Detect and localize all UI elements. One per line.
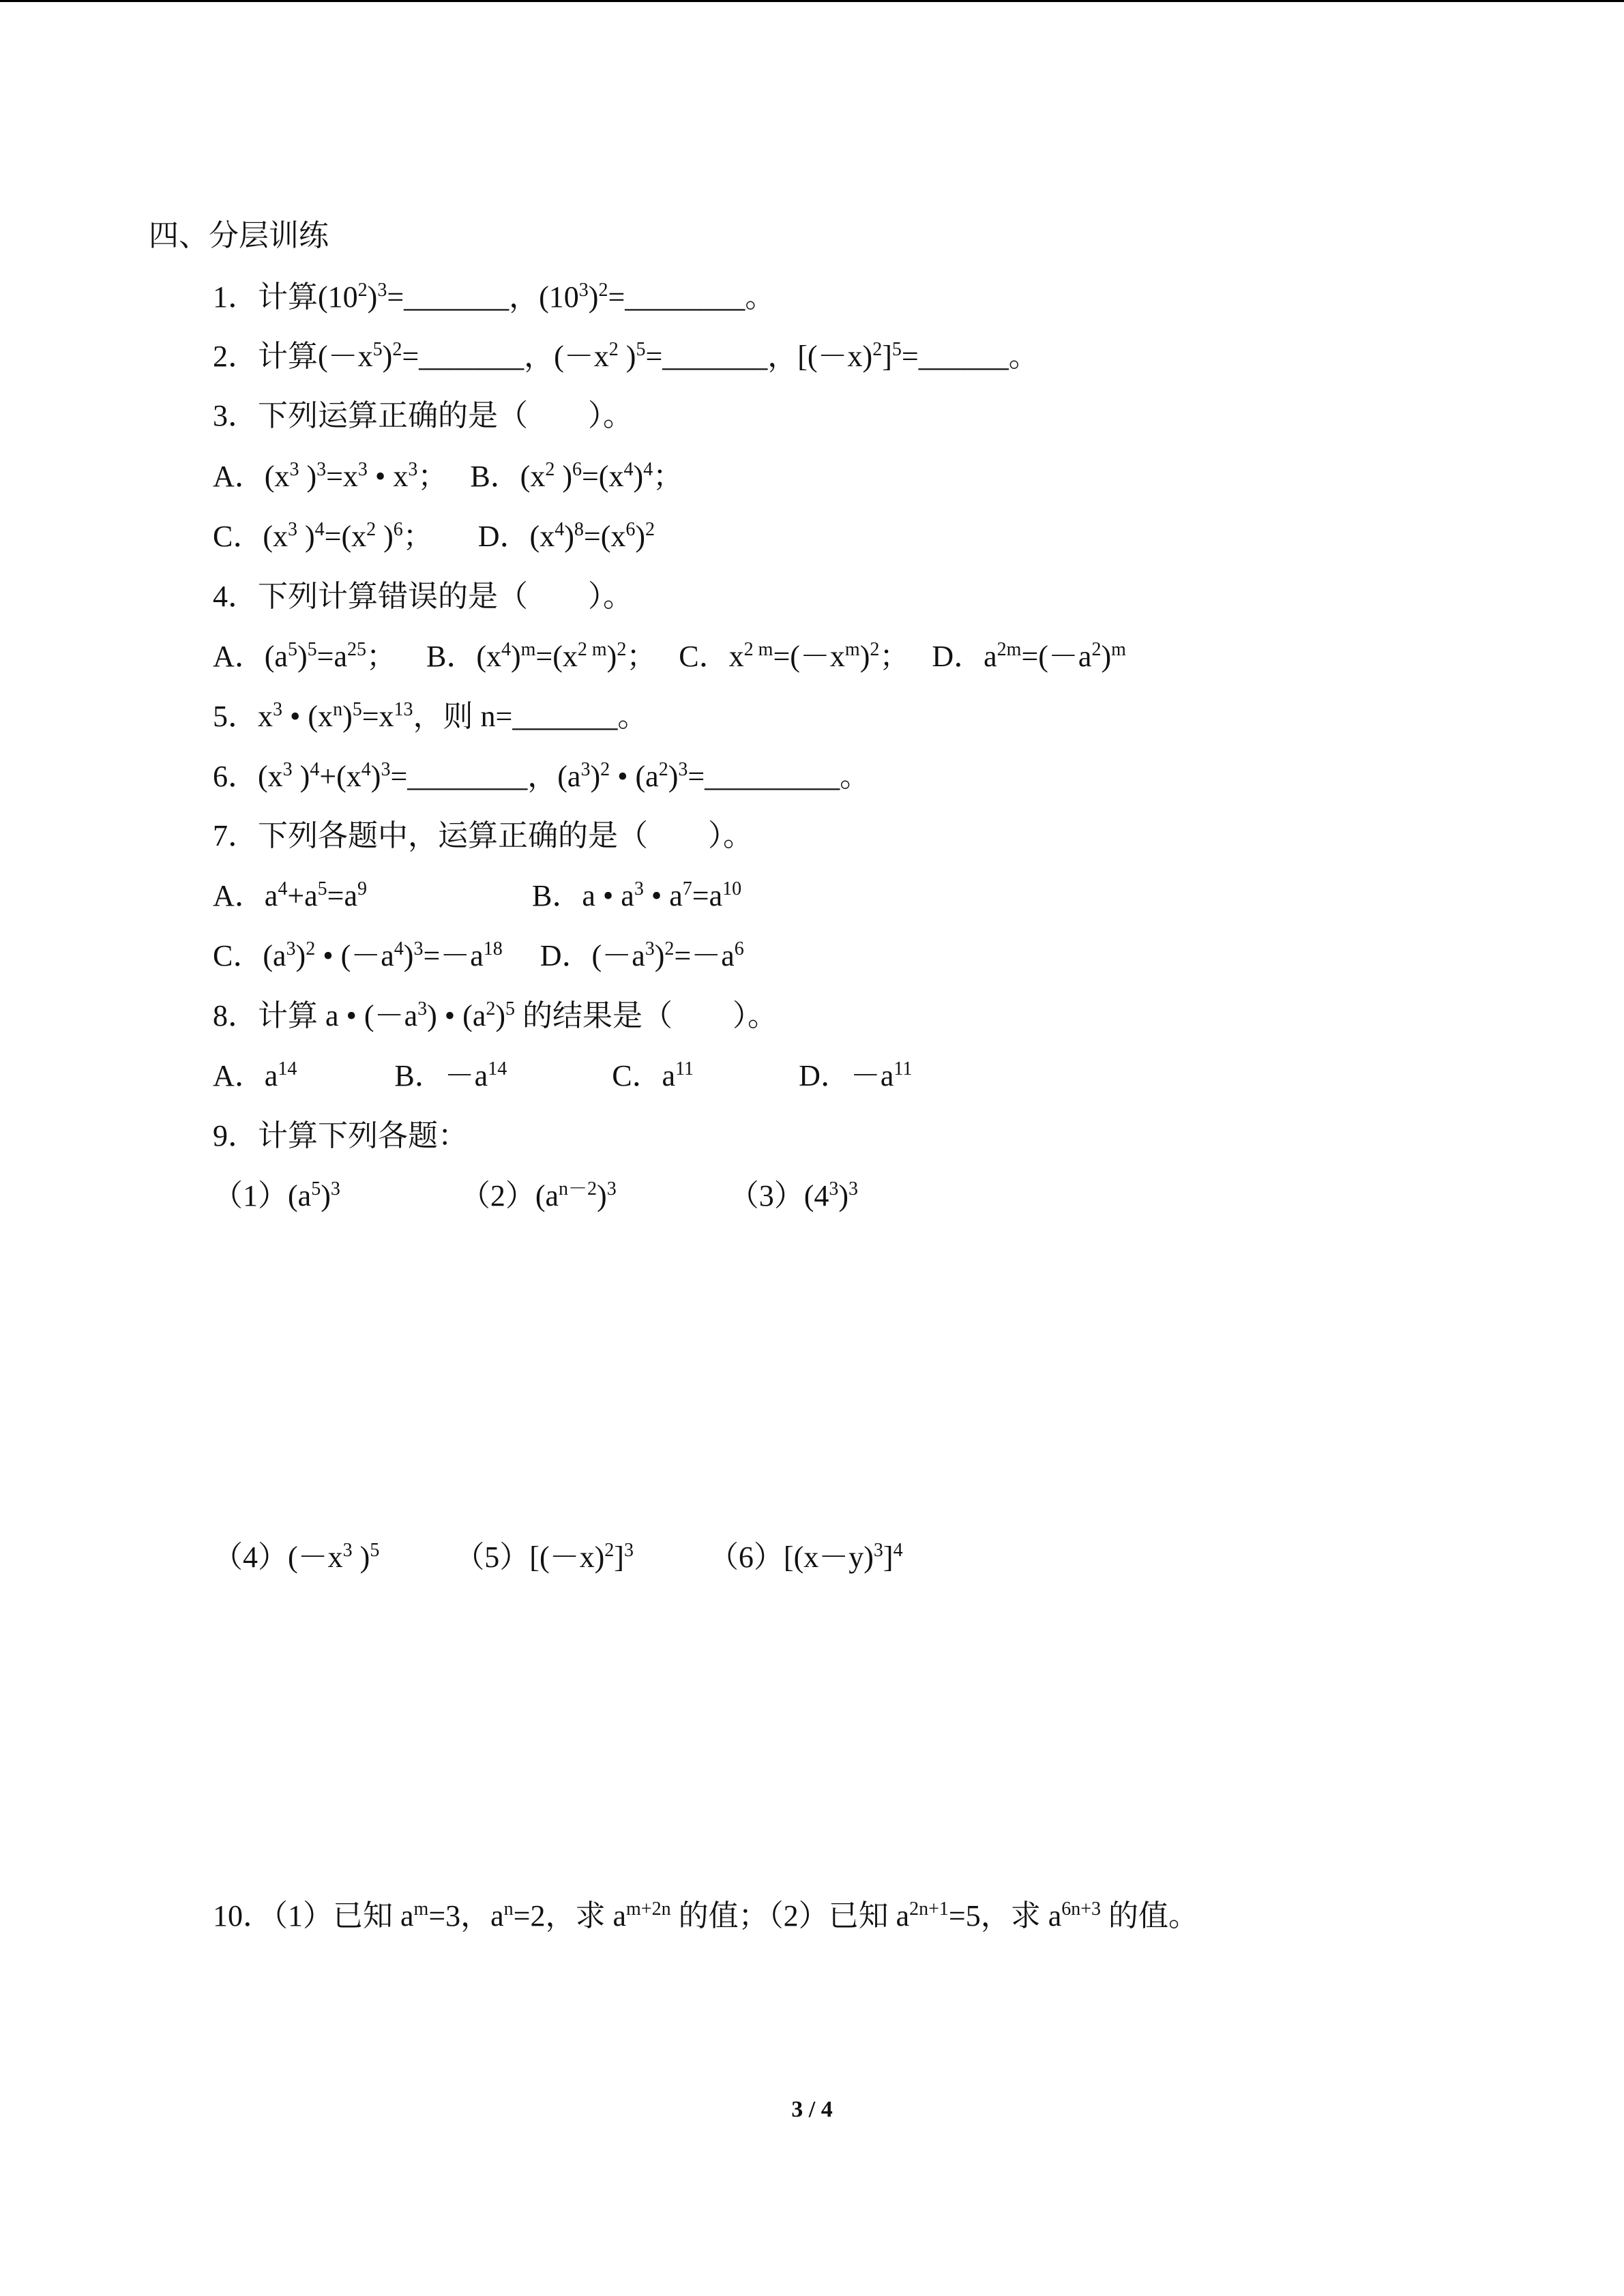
top-border <box>0 0 1624 2</box>
problem-9-subitems-1-3: $(1)(a^5)^3$ $(2)(a^{n-2})^3$ $(3)(4^3)^3$ <box>213 1178 859 1212</box>
problem-4-options: A．$(a^5)^5=a^{25}$； B．$(x^4)^m=(x^{2 m})^2$； C．$x^{2 m}=(-x^m)^2$； D．$a^{2m}=(-a^2)^m$ <box>213 639 1126 673</box>
problem-5: 5．$x^3$ • $(x^n)^5=x^{13}$，则 n=_______。 <box>213 699 648 733</box>
section-heading: 四、分层训练 <box>149 219 329 252</box>
problem-3-options-cd: C．($x^3$ )$^4=(x^2$ )$^6$； D．$(x^4)^8=(x^6)^2$ <box>213 519 655 553</box>
problem-9: 9．计算下列各题： <box>213 1119 468 1152</box>
page-number: 3 / 4 <box>791 2097 833 2122</box>
problem-4: 4．下列计算错误的是（ ）。 <box>213 580 633 613</box>
problem-7-options-ab: A．$a^4+a^5=a^9$ B．a • $a^3$ • $a^7=a^{10}$ <box>213 878 742 912</box>
problem-3-options-ab: A．($x^3$ )$^3=x^3$ • $x^3$； B．($x^2$ )$^6=(x^4)^4$； <box>213 459 683 493</box>
problem-8: 8．计算 a • $(-a^3)$ • $(a^2)^5$ 的结果是（ ）。 <box>213 998 778 1032</box>
problem-7-options-cd: C．$(a^3)^2$ • $(-a^4)^3=-a^{18}$ D．$(-a^3)^2=-a^6$ <box>213 938 744 972</box>
problem-1: 1．计算$(10^2)^3=\_\_\_\_\_\_\_$，$(10^3)^2=\_\_\_\_\_\_\_\_$。 <box>213 280 776 314</box>
problem-8-options: A．$a^{14}$ B．$-a^{14}$ C．$a^{11}$ D．$-a^{11}$ <box>213 1058 913 1092</box>
problem-6: 6．($x^3$ )$^4+(x^4)^3=\_\_\_\_\_\_\_\_$，$(a^3)^2$ • $(a^2)^3=\_\_\_\_\_\_\_\_\_$。 <box>213 759 870 793</box>
problem-9-subitems-4-6: $(4)(-x^3$ )$^5$ $(5)[(-x)^2]^3$ $(6)[(x-y)^3]^4$ <box>213 1540 903 1574</box>
problem-2: 2．计算$(-x^5)^2=\_\_\_\_\_\_\_$，($-x^2$ )$^5$=_______，$[(-x)^2]^5=\_\_\_\_\_\_$。 <box>213 339 1039 373</box>
problem-7: 7．下列各题中，运算正确的是（ ）。 <box>213 819 753 852</box>
problem-3: 3．下列运算正确的是（ ）。 <box>213 399 633 432</box>
problem-10: 10．（1）已知 $a^m=3$，$a^n=2$，求 $a^{m+2n}$ 的值；（2）已知 $a^{2n+1}=5$，求 $a^{6n+3}$ 的值。 <box>213 1898 1199 1933</box>
